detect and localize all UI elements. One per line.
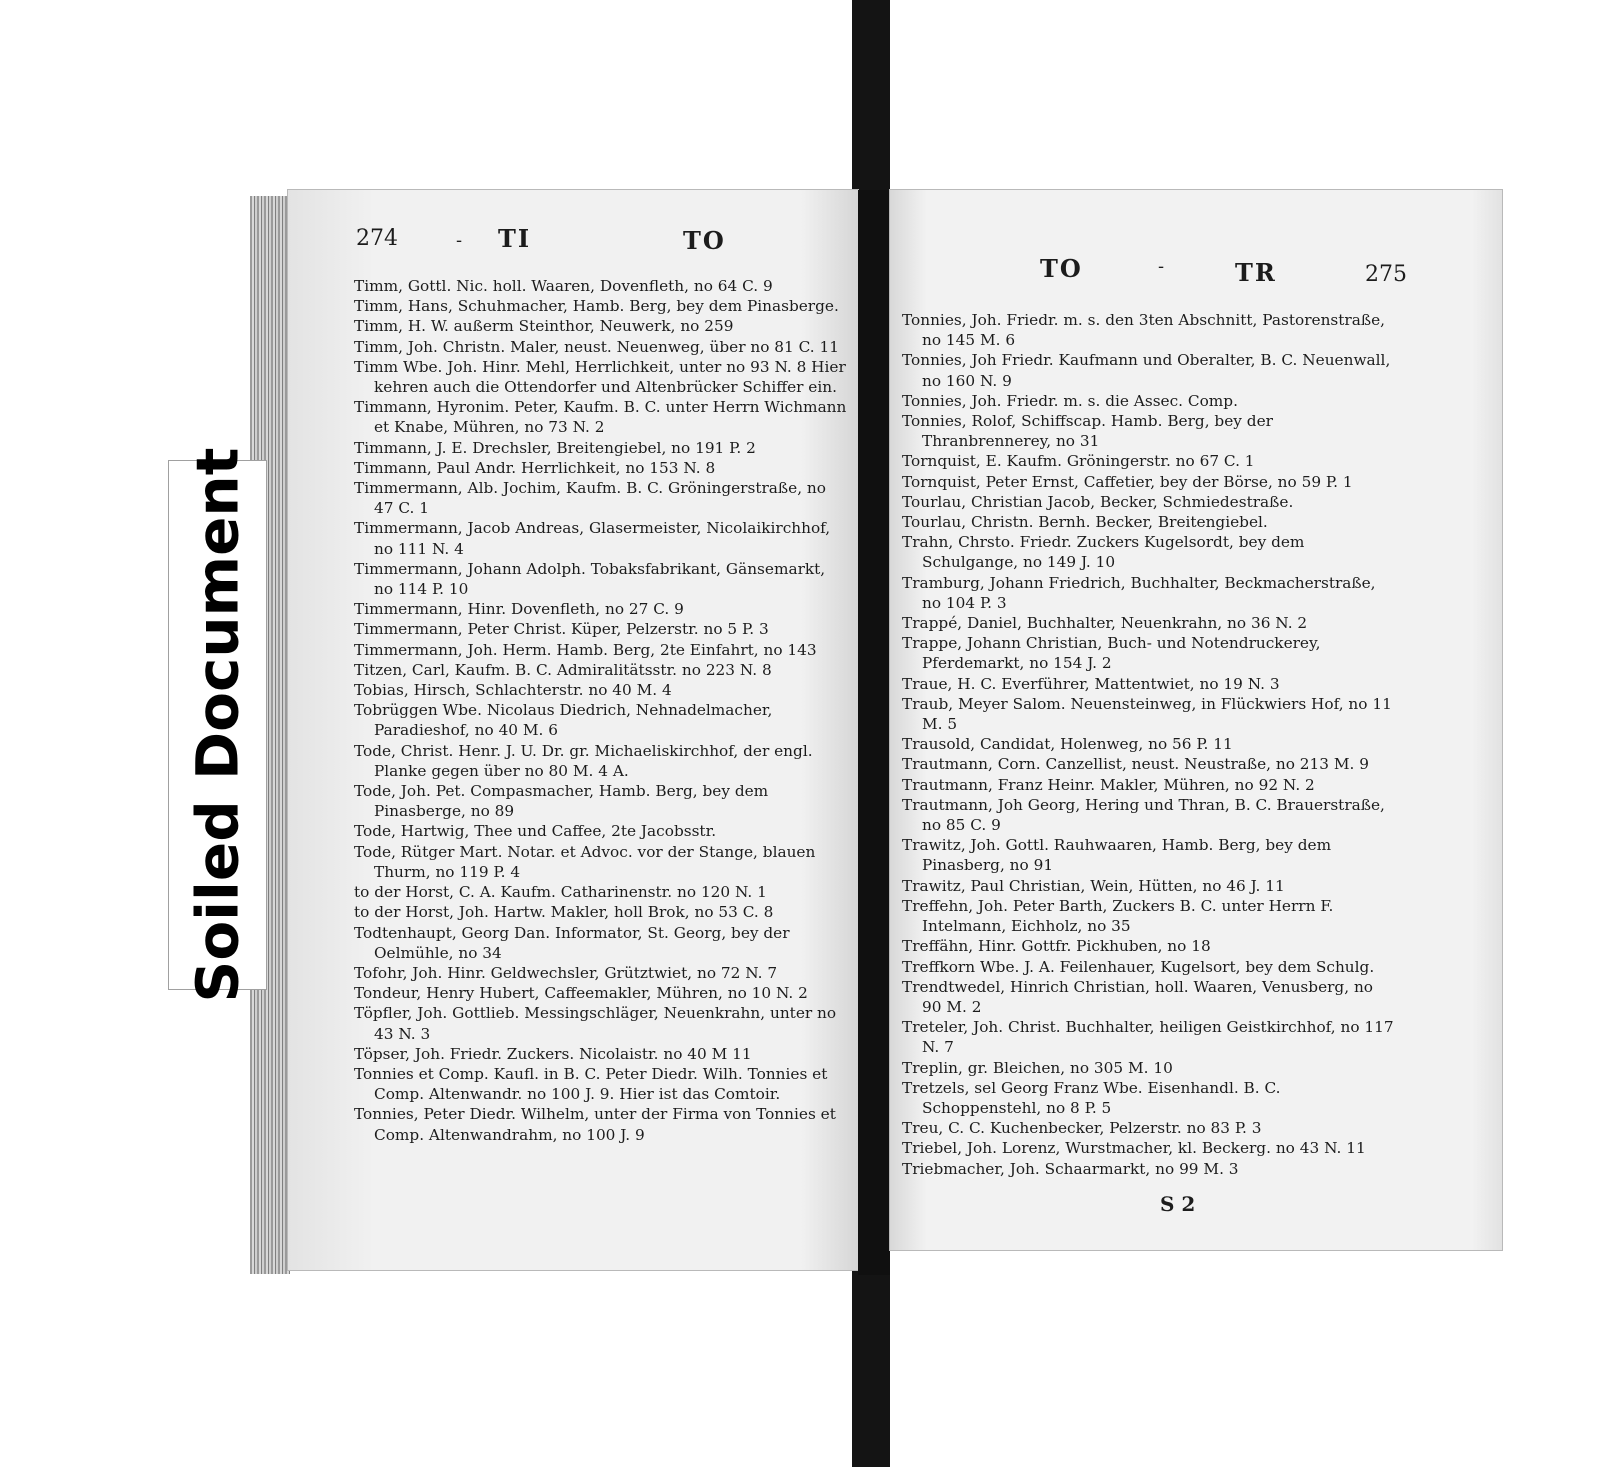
soiled-document-stamp [168,447,267,1003]
directory-entry: Tobrüggen Wbe. Nicolaus Diedrich, Nehnadelmacher, Paradieshof, no 40 M. 6 [354,701,773,740]
directory-entry: Timmermann, Johann Adolph. Tobaksfabrikant, Gänsemarkt, no 114 P. 10 [354,559,826,599]
directory-entry: Tourlau, Christn. Bernh. Becker, Breitengiebel. [902,513,1268,532]
directory-entry: Treffkorn Wbe. J. A. Feilenhauer, Kugelsort, bey dem Schulg. [902,957,1375,976]
directory-entry: Tonnies et Comp. Kaufl. in B. C. Peter Diedr. Wilh. Tonnies et Comp. Altenwandr. no 100 J. 9. Hier ist das Comtoir. [354,1064,828,1104]
stamp-text: Soiled Document [183,447,252,1003]
directory-entry: Treffehn, Joh. Peter Barth, Zuckers B. C. unter Herrn F. Intelmann, Eichholz, no 35 [902,896,1334,936]
directory-entry: Triebel, Joh. Lorenz, Wurstmacher, kl. Beckerg. no 43 N. 11 [902,1139,1366,1158]
directory-entry: Trawitz, Joh. Gottl. Rauhwaaren, Hamb. Berg, bey dem Pinasberg, no 91 [902,836,1332,875]
directory-entry: Trendtwedel, Hinrich Christian, holl. Waaren, Venusberg, no 90 M. 2 [902,977,1374,1016]
directory-entry: Tode, Hartwig, Thee und Caffee, 2te Jacobsstr. [354,822,717,841]
directory-entry: Tobias, Hirsch, Schlachterstr. no 40 M. 4 [354,681,672,700]
entry-list [354,276,848,1145]
directory-entry: Töpser, Joh. Friedr. Zuckers. Nicolaistr. no 40 M 11 [354,1044,752,1063]
directory-entry: Treffähn, Hinr. Gottfr. Pickhuben, no 18 [902,937,1211,956]
directory-entry: Tode, Christ. Henr. J. U. Dr. gr. Michaeliskirchhof, der engl. Planke gegen über no 80 M. 4 A. [354,741,813,780]
directory-entry: Titzen, Carl, Kaufm. B. C. Admiralitätsstr. no 223 N. 8 [354,660,772,679]
directory-entry: to der Horst, C. A. Kaufm. Catharinenstr. no 120 N. 1 [354,883,767,902]
directory-entry: Traub, Meyer Salom. Neuensteinweg, in Flückwiers Hof, no 11 M. 5 [902,694,1392,734]
directory-entry: Tofohr, Joh. Hinr. Geldwechsler, Grütztwiet, no 72 N. 7 [354,963,778,982]
book-gutter [858,190,890,1275]
directory-entry: Trausold, Candidat, Holenweg, no 56 P. 11 [902,735,1233,754]
directory-entry: Tonnies, Joh Friedr. Kaufmann und Oberalter, B. C. Neuenwall, no 160 N. 9 [902,351,1391,390]
directory-entry: Timm, Joh. Christn. Maler, neust. Neuenweg, über no 81 C. 11 [354,337,839,356]
directory-entry: to der Horst, Joh. Hartw. Makler, holl Brok, no 53 C. 8 [354,903,774,922]
head-mark: - [456,230,463,251]
directory-entry: Timm, Gottl. Nic. holl. Waaren, Dovenfleth, no 64 C. 9 [354,277,773,295]
directory-entry: Timmann, Paul Andr. Herrlichkeit, no 153 N. 8 [354,458,716,477]
running-head-left: TO [1040,254,1083,283]
directory-entry: Tode, Joh. Pet. Compasmacher, Hamb. Berg, bey dem Pinasberge, no 89 [354,782,769,821]
directory-entry: Töpfler, Joh. Gottlieb. Messingschläger, Neuenkrahn, unter no 43 N. 3 [354,1004,837,1043]
directory-entry: Timmermann, Jacob Andreas, Glasermeister, Nicolaikirchhof, no 111 N. 4 [354,519,831,558]
page-number: 274 [356,226,398,251]
directory-entry: Timmann, J. E. Drechsler, Breitengiebel, no 191 P. 2 [354,438,756,457]
directory-entry: Tonnies, Rolof, Schiffscap. Hamb. Berg, bey der Thranbrennerey, no 31 [902,412,1273,451]
directory-entry: Tonnies, Peter Diedr. Wilhelm, unter der Firma von Tonnies et Comp. Altenwandrahm, no 100 J. 9 [354,1105,836,1144]
directory-entry: Timmann, Hyronim. Peter, Kaufm. B. C. unter Herrn Wichmann et Knabe, Mühren, no 73 N. 2 [354,398,847,437]
directory-entry: Timm, H. W. außerm Steinthor, Neuwerk, no 259 [354,317,734,336]
running-head-right: TR [1235,258,1277,287]
directory-entry: Timm, Hans, Schuhmacher, Hamb. Berg, bey dem Pinasberge. [354,297,839,316]
directory-entry: Tornquist, Peter Ernst, Caffetier, bey der Börse, no 59 P. 1 [902,472,1353,491]
directory-entry: Trautmann, Corn. Canzellist, neust. Neustraße, no 213 M. 9 [902,755,1369,774]
directory-entry: Trautmann, Franz Heinr. Makler, Mühren, no 92 N. 2 [902,775,1315,794]
directory-entry: Treteler, Joh. Christ. Buchhalter, heiligen Geistkirchhof, no 117 N. 7 [902,1018,1394,1057]
directory-entry: Timmermann, Peter Christ. Küper, Pelzerstr. no 5 P. 3 [354,620,769,639]
directory-entry: Timmermann, Joh. Herm. Hamb. Berg, 2te Einfahrt, no 143 [354,640,817,659]
directory-entry: Tode, Rütger Mart. Notar. et Advoc. vor der Stange, blauen Thurm, no 119 P. 4 [354,842,816,881]
directory-entry: Triebmacher, Joh. Schaarmarkt, no 99 M. 3 [902,1159,1239,1178]
directory-entry: Tonnies, Joh. Friedr. m. s. die Assec. Comp. [902,391,1238,410]
directory-entry: Timmermann, Hinr. Dovenfleth, no 27 C. 9 [354,600,684,619]
directory-entry: Tramburg, Johann Friedrich, Buchhalter, Beckmacherstraße, no 104 P. 3 [902,573,1376,612]
signature-mark: S 2 [1160,1192,1196,1216]
directory-entry: Tretzels, sel Georg Franz Wbe. Eisenhandl. B. C. Schoppenstehl, no 8 P. 5 [902,1078,1281,1117]
directory-entry: Trappe, Johann Christian, Buch- und Notendruckerey, Pferdemarkt, no 154 J. 2 [902,634,1321,673]
directory-entry: Tonnies, Joh. Friedr. m. s. den 3ten Abschnitt, Pastorenstraße, no 145 M. 6 [902,311,1385,350]
directory-entry: Traue, H. C. Everführer, Mattentwiet, no 19 N. 3 [902,674,1280,693]
left-page [288,190,858,1270]
directory-entry: Todtenhaupt, Georg Dan. Informator, St. Georg, bey der Oelmühle, no 34 [354,923,790,962]
directory-entry: Trappé, Daniel, Buchhalter, Neuenkrahn, no 36 N. 2 [902,614,1308,633]
directory-entry: Trawitz, Paul Christian, Wein, Hütten, no 46 J. 11 [902,876,1285,895]
head-mark: - [1158,256,1165,277]
right-page [890,190,1502,1250]
running-head-right: TO [683,226,726,255]
directory-entry: Tornquist, E. Kaufm. Gröningerstr. no 67 C. 1 [902,452,1255,471]
directory-entry: Trahn, Chrsto. Friedr. Zuckers Kugelsordt, bey dem Schulgange, no 149 J. 10 [902,533,1305,572]
directory-entry: Tourlau, Christian Jacob, Becker, Schmiedestraße. [902,492,1294,511]
directory-entry: Timmermann, Alb. Jochim, Kaufm. B. C. Gröningerstraße, no 47 C. 1 [354,479,826,518]
directory-entry: Trautmann, Joh Georg, Hering und Thran, B. C. Brauerstraße, no 85 C. 9 [902,795,1385,835]
entry-list [902,310,1394,1179]
page-number: 275 [1365,262,1407,287]
directory-entry: Timm Wbe. Joh. Hinr. Mehl, Herrlichkeit, unter no 93 N. 8 Hier kehren auch die Ottendorfer und Altenbrücker Schiffer ein. [354,357,846,397]
open-book [250,190,1505,1275]
running-head-left: TI [498,224,532,253]
directory-entry: Treu, C. C. Kuchenbecker, Pelzerstr. no 83 P. 3 [902,1119,1262,1138]
directory-entry: Treplin, gr. Bleichen, no 305 M. 10 [902,1058,1173,1077]
directory-entry: Tondeur, Henry Hubert, Caffeemakler, Mühren, no 10 N. 2 [354,984,808,1003]
